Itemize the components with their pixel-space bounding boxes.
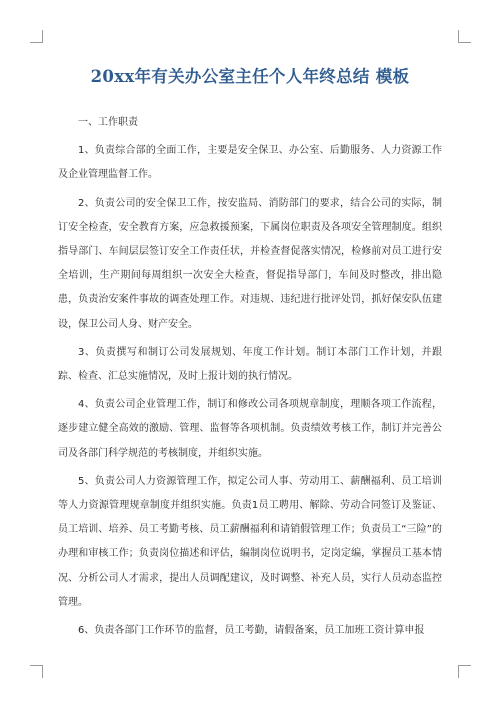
crop-mark-bottom-left — [30, 665, 43, 678]
paragraph-6: 6、负责各部门工作环节的监督，员工考勤，请假备案，员工加班工资计算申报 — [78, 625, 425, 637]
document-title: 20xx年有关办公室主任个人年终总结 模板 — [90, 67, 410, 86]
paragraph-5: 5、负责公司人力资源管理工作，拟定公司人事、劳动用工、薪酬福利、员工培训等人力资源管理规章制度并组织实施。负责1员工聘用、解除、劳动合同签订及鉴证、员工培训、培养、员工考勤考核、员工薪酬福利和请销假管理工作；负责员工“三险”的办理和审核工作；负责岗位描述和评估，编制岗位说明书，定岗定编，掌握员工基本情况、分析公司人才需求，提出人员调配建议，及时调整、补充人员，实行人员动态监控管理。 — [58, 475, 442, 608]
paragraph-2: 2、负责公司的安全保卫工作，按安监局、消防部门的要求，结合公司的实际，制订安全检查，安全教育方案，应急救援预案，下属岗位职责及各项安全管理制度。组织指导部门、车间层层签订安全工作责任状，并检查督促落实情况，检修前对员工进行安全培训，生产期间每周组织一次安全大检查，督促指导部门，车间及时整改，排出隐患，负责治安案件事故的调查处理工作。对违规、违纪进行批评处罚，抓好保安队伍建设，保卫公司人身、财产安全。 — [58, 197, 442, 330]
section-heading: 一、工作职责 — [78, 117, 138, 128]
document-body — [58, 111, 442, 647]
crop-mark-top-left — [30, 30, 43, 43]
paragraph-4: 4、负责公司企业管理工作，制订和修改公司各项规章制度，理顺各项工作流程，逐步建立健全高效的激励、管理、监督等各项机制。负责绩效考核工作，制订并完善公司及各部门科学规范的考核制度，并组织实施。 — [58, 399, 442, 459]
paragraph-1: 1、负责综合部的全面工作，主要是安全保卫、办公室、后勤服务、人力资源工作及企业管理监督工作。 — [58, 145, 442, 181]
crop-mark-bottom-right — [458, 665, 471, 678]
crop-mark-top-right — [458, 30, 471, 43]
paragraph-3: 3、负责撰写和制订公司发展规划、年度工作计划。制订本部门工作计划，并跟踪、检查、汇总实施情况，及时上报计划的执行情况。 — [58, 346, 442, 383]
